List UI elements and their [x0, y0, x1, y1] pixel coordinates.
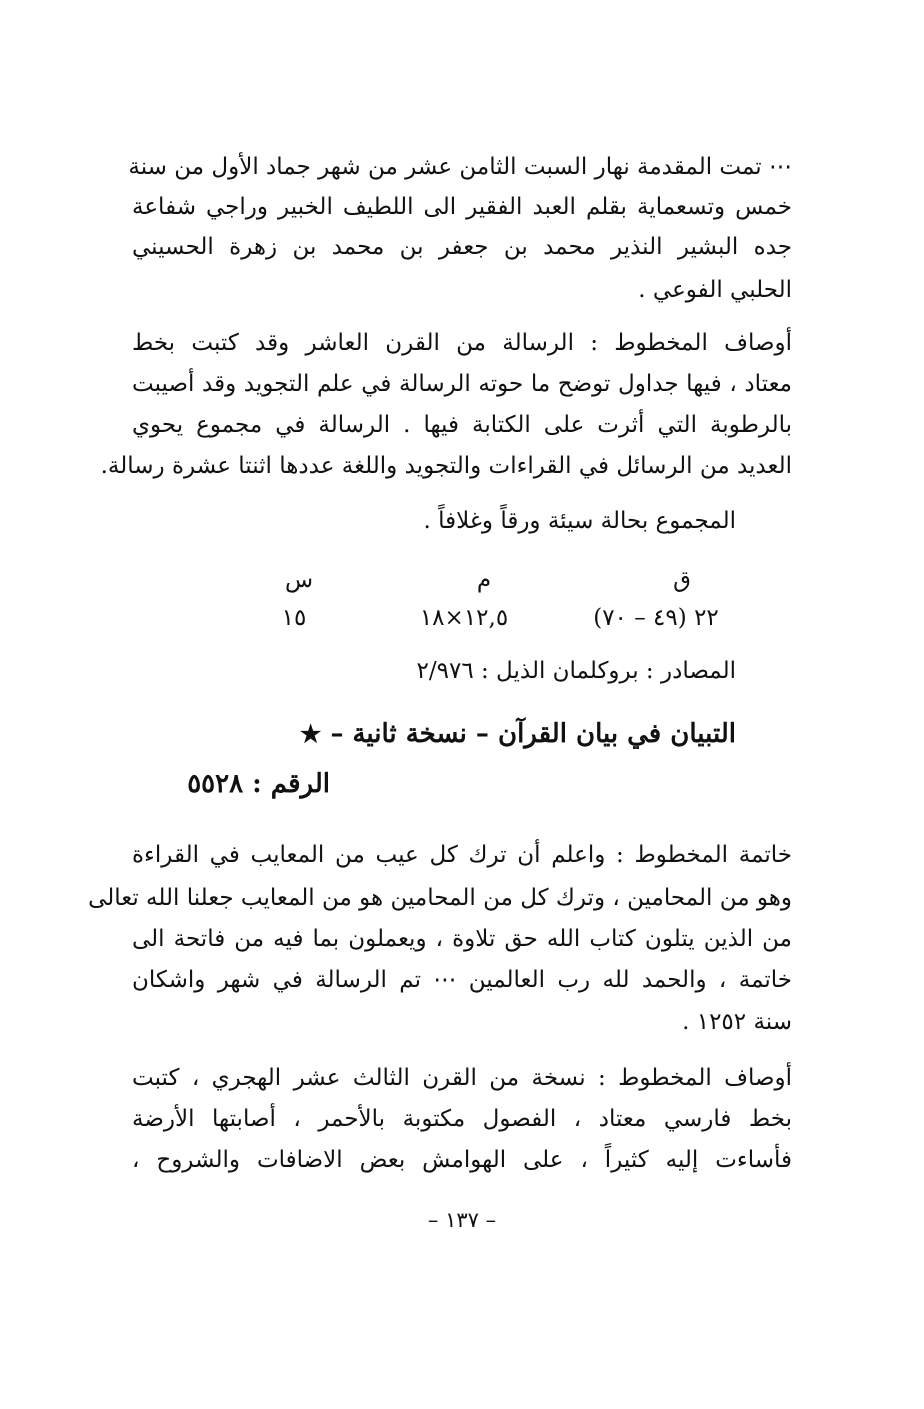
description-1-line-3: بالرطوبة التي أثرت على الكتابة فيها . الرسالة في مجموع يحوي	[132, 412, 792, 438]
ending-line-4: خاتمة ، والحمد لله رب العالمين ⋯ تم الرسالة في شهر واشكان	[132, 967, 792, 993]
description-1-line-2: معتاد ، فيها جداول توضح ما حوته الرسالة في علم التجويد وقد أصيبت	[132, 371, 792, 397]
page-number: – ١٣٧ –	[427, 1208, 497, 1232]
star-icon: ★	[299, 719, 322, 748]
section-title-text: التبيان في بيان القرآن – نسخة ثانية –	[330, 719, 736, 749]
description-2-line-3: فأساءت إليه كثيراً ، على الهوامش بعض الاضافات والشروح ،	[132, 1147, 792, 1173]
sources-line: المصادر : بروكلمان الذيل : ٢/٩٧٦	[416, 658, 736, 684]
ending-line-3: من الذين يتلون كتاب الله حق تلاوة ، ويعملون بما فيه من فاتحة الى	[132, 926, 792, 952]
ending-line-1: خاتمة المخطوط : واعلم أن ترك كل عيب من المعايب في القراءة	[132, 842, 792, 868]
colophon-line-3: جده البشير النذير محمد بن جعفر بن محمد بن زهرة الحسيني	[132, 234, 792, 260]
description-1-line-1: أوصاف المخطوط : الرسالة من القرن العاشر وقد كتبت بخط	[132, 330, 792, 356]
manuscript-number: الرقم : ٥٥٢٨	[187, 769, 330, 799]
ending-line-2: وهو من المحامين ، وترك كل من المحامين هو من المعايب جعلنا الله تعالى	[88, 885, 792, 911]
description-2-line-2: بخط فارسي معتاد ، الفصول مكتوبة بالأحمر ، أصابتها الأرضة	[132, 1106, 792, 1132]
spec-header-q: ق	[673, 567, 691, 593]
spec-value-s: ١٥	[281, 605, 307, 631]
spec-header-s: س	[284, 567, 314, 593]
colophon-line-1: ⋯ تمت المقدمة نهار السبت الثامن عشر من شهر جماد الأول من سنة	[128, 154, 792, 180]
colophon-line-4: الحلبي الفوعي .	[638, 277, 792, 303]
section-title	[290, 714, 736, 754]
description-2-line-1: أوصاف المخطوط : نسخة من القرن الثالث عشر الهجري ، كتبت	[132, 1065, 792, 1091]
ending-line-5: سنة ١٢٥٢ .	[682, 1009, 792, 1035]
description-1-line-4: العديد من الرسائل في القراءات والتجويد واللغة عددها اثنتا عشرة رسالة.	[100, 453, 792, 479]
description-1-line-5: المجموع بحالة سيئة ورقاً وغلافاً .	[423, 508, 736, 534]
spec-header-m: م	[476, 567, 492, 593]
spec-value-m: ١٢,٥×١٨	[419, 605, 509, 631]
spec-value-q: ٢٢ (٤٩ – ٧٠)	[593, 605, 719, 631]
colophon-line-2: خمس وتسعماية بقلم العبد الفقير الى اللطيف الخبير وراجي شفاعة	[132, 194, 792, 220]
